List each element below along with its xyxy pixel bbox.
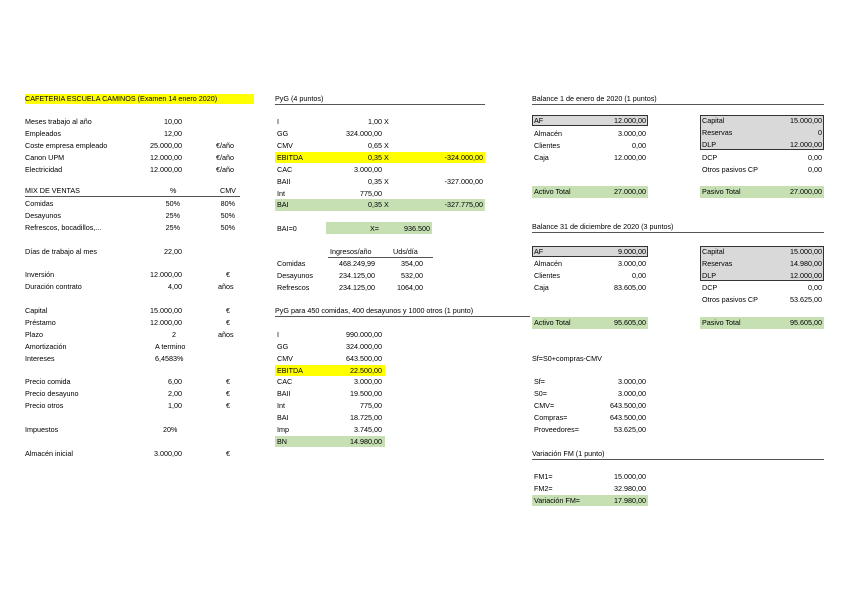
bai0-xvalue: 936.500 <box>404 224 430 233</box>
b2-liab-value-capital: 15.000,00 <box>790 247 822 256</box>
pyg2-label-bn: BN <box>277 437 287 446</box>
pyg-value-bai: 0,35 <box>368 200 382 209</box>
pyg-label-gg: GG <box>277 129 289 138</box>
pyg2-value-baii: 19.500,00 <box>350 389 382 398</box>
unit-inversion: € <box>226 270 230 279</box>
sales-uds-desayunos: 532,00 <box>401 271 423 280</box>
b1-liab-value-capital: 15.000,00 <box>790 116 822 125</box>
label-duracion: Duración contrato <box>25 282 82 291</box>
pyg-value-cac: 3.000,00 <box>354 165 382 174</box>
value-almacen: 3.000,00 <box>154 449 182 458</box>
pyg-label-bai: BAI <box>277 200 289 209</box>
pyg2-value-int: 775,00 <box>360 401 382 410</box>
mix-label-comidas: Comidas <box>25 199 54 208</box>
unit-almacen: € <box>226 449 230 458</box>
b2-asset-label-af: AF <box>534 247 544 256</box>
mix-pct-refrescos: 25% <box>165 223 180 232</box>
b1-liab-value-dcp: 0,00 <box>808 153 822 162</box>
balance2-title: Balance 31 de diciembre de 2020 (3 puntos) <box>532 222 674 231</box>
value-duracion: 4,00 <box>168 282 182 291</box>
pyg-value-cmv: 0,65 <box>368 141 382 150</box>
value-electricidad: 12.000,00 <box>150 165 182 174</box>
balance2-title-underline <box>532 232 824 233</box>
sales-uds-refrescos: 1064,00 <box>397 283 423 292</box>
sf-label-cmv: CMV= <box>534 401 555 410</box>
fm-title-underline <box>532 459 824 460</box>
label-precio-otros: Precio otros <box>25 401 64 410</box>
balance1-title: Balance 1 de enero de 2020 (1 puntos) <box>532 94 657 103</box>
value-prestamo: 12.000,00 <box>150 318 182 327</box>
mix-header-cmv: CMV <box>220 186 236 195</box>
b2-liab-value-otros: 53.625,00 <box>790 295 822 304</box>
b2-activo-total-value: 95.605,00 <box>614 318 646 327</box>
b2-asset-label-almacen: Almacén <box>534 259 562 268</box>
sales-header-ingresos: Ingresos/año <box>330 247 372 256</box>
b2-asset-label-clientes: Clientes <box>534 271 560 280</box>
sheet-title: CAFETERIA ESCUELA CAMINOS (Examen 14 enero 2020) <box>25 94 254 104</box>
sf-label-proveedores: Proveedores= <box>534 425 579 434</box>
b2-asset-label-caja: Caja <box>534 283 549 292</box>
b1-liab-label-dcp: DCP <box>702 153 718 162</box>
sales-ingresos-desayunos: 234.125,00 <box>339 271 375 280</box>
value-capital: 15.000,00 <box>150 306 182 315</box>
pyg-title-underline <box>275 104 485 105</box>
sf-value-s0: 3.000,00 <box>618 389 646 398</box>
b1-liab-label-otros: Otros pasivos CP <box>702 165 758 174</box>
pyg-title: PyG (4 puntos) <box>275 94 324 103</box>
b1-asset-label-clientes: Clientes <box>534 141 560 150</box>
label-precio-desayuno: Precio desayuno <box>25 389 79 398</box>
pyg-value-ebitda: 0,35 <box>368 153 382 162</box>
fm-value-fm1: 15.000,00 <box>614 472 646 481</box>
value-inversion: 12.000,00 <box>150 270 182 279</box>
mix-cmv-desayunos: 50% <box>220 211 235 220</box>
pyg2-value-i: 990.000,00 <box>346 330 382 339</box>
label-canon: Canon UPM <box>25 153 65 162</box>
pyg-right-bai: -327.775,00 <box>444 200 483 209</box>
pyg2-label-baii: BAII <box>277 389 291 398</box>
pyg-right-baii: -327.000,00 <box>444 177 483 186</box>
mix-label-desayunos: Desayunos <box>25 211 61 220</box>
unit-duracion: años <box>218 282 234 291</box>
b1-asset-value-clientes: 0,00 <box>632 141 646 150</box>
mix-header-pct: % <box>170 186 177 195</box>
value-empleados: 12,00 <box>164 129 182 138</box>
b2-liab-value-reservas: 14.980,00 <box>790 259 822 268</box>
pyg2-value-bai: 18.725,00 <box>350 413 382 422</box>
pyg-x-baii: X <box>384 177 389 186</box>
pyg2-value-ebitda: 22.500,00 <box>350 366 382 375</box>
b1-asset-label-af: AF <box>534 116 544 125</box>
b1-asset-value-af: 12.000,00 <box>614 116 646 125</box>
b1-asset-value-almacen: 3.000,00 <box>618 129 646 138</box>
pyg2-value-gg: 324.000,00 <box>346 342 382 351</box>
b2-liab-label-dcp: DCP <box>702 283 718 292</box>
b1-liab-label-dlp: DLP <box>702 140 716 149</box>
sf-label-sf: Sf= <box>534 377 545 386</box>
b1-asset-value-caja: 12.000,00 <box>614 153 646 162</box>
pyg-label-cmv: CMV <box>277 141 293 150</box>
pyg2-label-bai: BAI <box>277 413 289 422</box>
b1-pasivo-total-label: Pasivo Total <box>702 187 741 196</box>
fm-value-fm2: 32.980,00 <box>614 484 646 493</box>
b1-asset-label-caja: Caja <box>534 153 549 162</box>
b1-liab-value-dlp: 12.000,00 <box>790 140 822 149</box>
pyg-x-ebitda: X <box>384 153 389 162</box>
label-empleados: Empleados <box>25 129 61 138</box>
b1-asset-label-almacen: Almacén <box>534 129 562 138</box>
pyg2-value-cac: 3.000,00 <box>354 377 382 386</box>
pyg2-value-cmv: 643.500,00 <box>346 354 382 363</box>
label-prestamo: Préstamo <box>25 318 56 327</box>
unit-canon: €/año <box>216 153 234 162</box>
fm-total-value: 17.980,00 <box>614 496 646 505</box>
pyg-label-cac: CAC <box>277 165 293 174</box>
value-amortizacion: A termino <box>155 342 186 351</box>
sales-label-desayunos: Desayunos <box>277 271 313 280</box>
sales-label-refrescos: Refrescos <box>277 283 310 292</box>
label-impuestos: Impuestos <box>25 425 59 434</box>
b2-liab-label-dlp: DLP <box>702 271 716 280</box>
label-dias: Días de trabajo al mes <box>25 247 97 256</box>
pyg2-label-int: Int <box>277 401 285 410</box>
mix-header-label: MIX DE VENTAS <box>25 186 80 195</box>
mix-divider <box>25 196 240 197</box>
pyg-x-i: X <box>384 117 389 126</box>
pyg2-label-ebitda: EBITDA <box>277 366 303 375</box>
pyg2-label-cac: CAC <box>277 377 293 386</box>
pyg2-label-cmv: CMV <box>277 354 293 363</box>
value-precio-otros: 1,00 <box>168 401 182 410</box>
b2-asset-value-almacen: 3.000,00 <box>618 259 646 268</box>
pyg2-value-imp: 3.745,00 <box>354 425 382 434</box>
label-inversion: Inversión <box>25 270 55 279</box>
unit-precio-otros: € <box>226 401 230 410</box>
b2-asset-value-clientes: 0,00 <box>632 271 646 280</box>
value-meses: 10,00 <box>164 117 182 126</box>
sf-value-compras: 643.500,00 <box>610 413 646 422</box>
mix-pct-comidas: 50% <box>165 199 180 208</box>
unit-precio-desayuno: € <box>226 389 230 398</box>
value-dias: 22,00 <box>164 247 182 256</box>
pyg2-title-underline <box>275 316 530 317</box>
sales-header-underline <box>328 257 433 258</box>
sales-header-uds: Uds/día <box>393 247 418 256</box>
b1-pasivo-total-value: 27.000,00 <box>790 187 822 196</box>
sales-label-comidas: Comidas <box>277 259 306 268</box>
pyg-value-gg: 324.000,00 <box>346 129 382 138</box>
label-coste: Coste empresa empleado <box>25 141 108 150</box>
label-plazo: Plazo <box>25 330 43 339</box>
fm-label-fm1: FM1= <box>534 472 553 481</box>
label-precio-comida: Precio comida <box>25 377 71 386</box>
value-precio-comida: 6,00 <box>168 377 182 386</box>
b1-activo-total-value: 27.000,00 <box>614 187 646 196</box>
value-intereses: 6,4583% <box>155 354 184 363</box>
b1-liab-value-reservas: 0 <box>818 128 822 137</box>
b2-asset-value-af: 9.000,00 <box>618 247 646 256</box>
sf-label-compras: Compras= <box>534 413 568 422</box>
mix-label-refrescos: Refrescos, bocadillos,... <box>25 223 102 232</box>
label-amortizacion: Amortización <box>25 342 67 351</box>
fm-title: Variación FM (1 punto) <box>532 449 605 458</box>
b2-liab-value-dlp: 12.000,00 <box>790 271 822 280</box>
pyg-value-i: 1,00 <box>368 117 382 126</box>
b2-asset-value-caja: 83.605,00 <box>614 283 646 292</box>
mix-cmv-comidas: 80% <box>220 199 235 208</box>
pyg2-title: PyG para 450 comidas, 400 desayunos y 1000 otros (1 punto) <box>275 306 474 315</box>
bai0-label: BAI=0 <box>277 224 297 233</box>
b2-liab-label-reservas: Reservas <box>702 259 733 268</box>
pyg2-value-bn: 14.980,00 <box>350 437 382 446</box>
value-impuestos: 20% <box>163 425 178 434</box>
label-electricidad: Electricidad <box>25 165 63 174</box>
value-canon: 12.000,00 <box>150 153 182 162</box>
b2-pasivo-total-value: 95.605,00 <box>790 318 822 327</box>
sales-ingresos-refrescos: 234.125,00 <box>339 283 375 292</box>
b1-liab-label-reservas: Reservas <box>702 128 733 137</box>
b2-pasivo-total-label: Pasivo Total <box>702 318 741 327</box>
unit-capital: € <box>226 306 230 315</box>
pyg-right-ebitda: -324.000,00 <box>444 153 483 162</box>
sf-label-s0: S0= <box>534 389 547 398</box>
pyg2-label-gg: GG <box>277 342 289 351</box>
pyg-value-baii: 0,35 <box>368 177 382 186</box>
label-almacen: Almacén inicial <box>25 449 73 458</box>
fm-label-fm2: FM2= <box>534 484 553 493</box>
value-coste: 25.000,00 <box>150 141 182 150</box>
balance1-title-underline <box>532 104 824 105</box>
bai0-xlabel: X= <box>370 224 379 233</box>
sales-ingresos-comidas: 468.249,99 <box>339 259 375 268</box>
mix-cmv-refrescos: 50% <box>220 223 235 232</box>
unit-coste: €/año <box>216 141 234 150</box>
sales-uds-comidas: 354,00 <box>401 259 423 268</box>
label-meses: Meses trabajo al año <box>25 117 92 126</box>
sf-value-cmv: 643.500,00 <box>610 401 646 410</box>
b1-liab-value-otros: 0,00 <box>808 165 822 174</box>
sf-title: Sf=S0+compras-CMV <box>532 354 602 363</box>
label-capital: Capital <box>25 306 48 315</box>
unit-plazo: años <box>218 330 234 339</box>
value-precio-desayuno: 2,00 <box>168 389 182 398</box>
pyg-x-cmv: X <box>384 141 389 150</box>
pyg-label-ebitda: EBITDA <box>277 153 303 162</box>
b2-liab-value-dcp: 0,00 <box>808 283 822 292</box>
pyg2-label-imp: Imp <box>277 425 289 434</box>
unit-prestamo: € <box>226 318 230 327</box>
b2-activo-total-label: Activo Total <box>534 318 571 327</box>
sf-value-sf: 3.000,00 <box>618 377 646 386</box>
b2-liab-label-otros: Otros pasivos CP <box>702 295 758 304</box>
b2-liab-label-capital: Capital <box>702 247 725 256</box>
label-intereses: Intereses <box>25 354 55 363</box>
b1-activo-total-label: Activo Total <box>534 187 571 196</box>
pyg-x-bai: X <box>384 200 389 209</box>
pyg-label-i: I <box>277 117 279 126</box>
pyg-label-baii: BAII <box>277 177 291 186</box>
pyg-value-int: 775,00 <box>360 189 382 198</box>
unit-electricidad: €/año <box>216 165 234 174</box>
mix-pct-desayunos: 25% <box>165 211 180 220</box>
pyg-label-int: Int <box>277 189 285 198</box>
pyg2-label-i: I <box>277 330 279 339</box>
value-plazo: 2 <box>172 330 176 339</box>
unit-precio-comida: € <box>226 377 230 386</box>
fm-total-label: Variación FM= <box>534 496 581 505</box>
b1-liab-label-capital: Capital <box>702 116 725 125</box>
sf-value-proveedores: 53.625,00 <box>614 425 646 434</box>
